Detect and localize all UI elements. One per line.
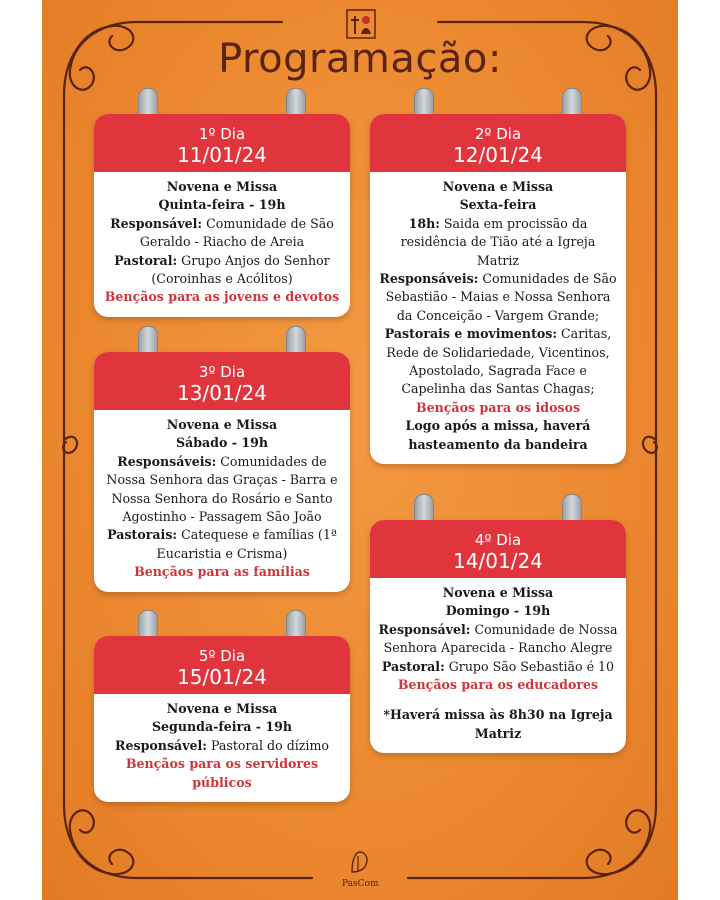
pascom-signature	[342, 850, 378, 890]
heading-line: Segunda-feira - 19h	[151, 719, 293, 735]
heading-line: Sexta-feira	[459, 197, 537, 213]
heading-line: Novena e Missa	[442, 179, 554, 194]
detail-label: Responsáveis:	[379, 271, 479, 287]
heading-line: Novena e Missa	[166, 701, 278, 716]
day-card-4	[370, 520, 626, 753]
date-label: 11/01/24	[177, 143, 267, 167]
detail-text: Caritas, Rede de Solidariedade, Vicentinos, Apostolado, Sagrada Face e Capelinha das Santas Chagas;	[386, 326, 612, 397]
card-header	[370, 114, 626, 172]
signature-icon	[342, 850, 378, 876]
detail-line	[378, 621, 618, 658]
day-card-3	[94, 352, 350, 592]
detail-text: Grupo Anjos do Senhor (Coroinhas e Acólitos)	[151, 252, 330, 287]
heading-line: Quinta-feira - 19h	[158, 197, 286, 213]
detail-label: Pastoral:	[114, 252, 178, 268]
date-label: 13/01/24	[177, 381, 267, 405]
page-title: Programação:	[218, 36, 502, 82]
detail-label: Responsável:	[378, 621, 471, 637]
detail-label: Pastorais:	[107, 527, 178, 543]
detail-line	[102, 252, 342, 289]
detail-text: Comunidade de Nossa Senhora Aparecida - Rancho Alegre	[383, 621, 618, 656]
blessing-line: Bençãos para as jovens e devotos	[104, 289, 340, 305]
day-card-1	[94, 114, 350, 317]
heading-line: *Haverá missa às 8h30 na Igreja Matriz	[383, 707, 613, 741]
card-body	[370, 172, 626, 464]
detail-label: Responsável:	[110, 215, 203, 231]
detail-text: Grupo São Sebastião é 10	[444, 658, 615, 674]
card-body	[94, 694, 350, 802]
card-body	[370, 578, 626, 753]
detail-text: Comunidade de São Geraldo - Riacho de Areia	[139, 215, 334, 250]
blessing-line: Bençãos para os idosos	[415, 399, 581, 415]
detail-text: Saida em procissão da residência de Tião até a Igreja Matriz	[400, 215, 596, 268]
card-header	[94, 636, 350, 694]
day-label: 4º Dia	[474, 531, 522, 549]
card-body	[94, 172, 350, 317]
heading-line: Novena e Missa	[166, 417, 278, 432]
detail-label: 18h:	[408, 215, 440, 231]
card-header	[94, 352, 350, 410]
day-label: 3º Dia	[198, 363, 246, 381]
heading-line: Novena e Missa	[442, 585, 554, 600]
detail-label: Responsáveis:	[117, 453, 217, 469]
day-label: 1º Dia	[198, 125, 246, 143]
card-body	[94, 410, 350, 592]
day-label: 5º Dia	[198, 647, 246, 665]
detail-label: Pastoral:	[381, 658, 445, 674]
detail-line	[102, 453, 342, 527]
detail-text: Pastoral do dízimo	[206, 737, 329, 753]
day-card-5	[94, 636, 350, 802]
heading-line: Logo após a missa, haverá hasteamento da bandeira	[405, 418, 591, 452]
date-label: 12/01/24	[453, 143, 543, 167]
detail-line	[102, 215, 342, 252]
detail-line	[378, 658, 618, 676]
blessing-line: Bençãos para as famílias	[134, 564, 310, 580]
heading-line: Sábado - 19h	[175, 435, 269, 451]
detail-text: Comunidades de Nossa Senhora das Graças - Barra e Nossa Senhora do Rosário e Santo Agostinho - Passagem São João	[106, 453, 338, 525]
detail-line	[102, 737, 342, 755]
signature-text: PasCom	[342, 879, 379, 889]
poster	[42, 0, 678, 900]
detail-text: Comunidades de São Sebastião - Maias e Nossa Senhora da Conceição - Vargem Grande;	[385, 271, 617, 323]
date-label: 15/01/24	[177, 665, 267, 689]
heading-line: Domingo - 19h	[445, 603, 551, 619]
heading-line: Novena e Missa	[166, 179, 278, 194]
blessing-line: Bençãos para os educadores	[397, 677, 599, 693]
day-card-2	[370, 114, 626, 464]
detail-text: Catequese e famílias (1ª Eucaristia e Crisma)	[156, 527, 337, 561]
date-label: 14/01/24	[453, 549, 543, 573]
detail-label: Responsável:	[115, 737, 207, 753]
detail-line	[378, 215, 618, 270]
card-header	[94, 114, 350, 172]
detail-label: Pastorais e movimentos:	[384, 326, 558, 342]
detail-line	[378, 270, 618, 325]
spacer	[378, 694, 618, 706]
card-header	[370, 520, 626, 578]
blessing-line: Bençãos para os servidores públicos	[125, 756, 319, 790]
detail-line	[378, 325, 618, 399]
day-label: 2º Dia	[474, 125, 522, 143]
detail-line	[102, 526, 342, 563]
